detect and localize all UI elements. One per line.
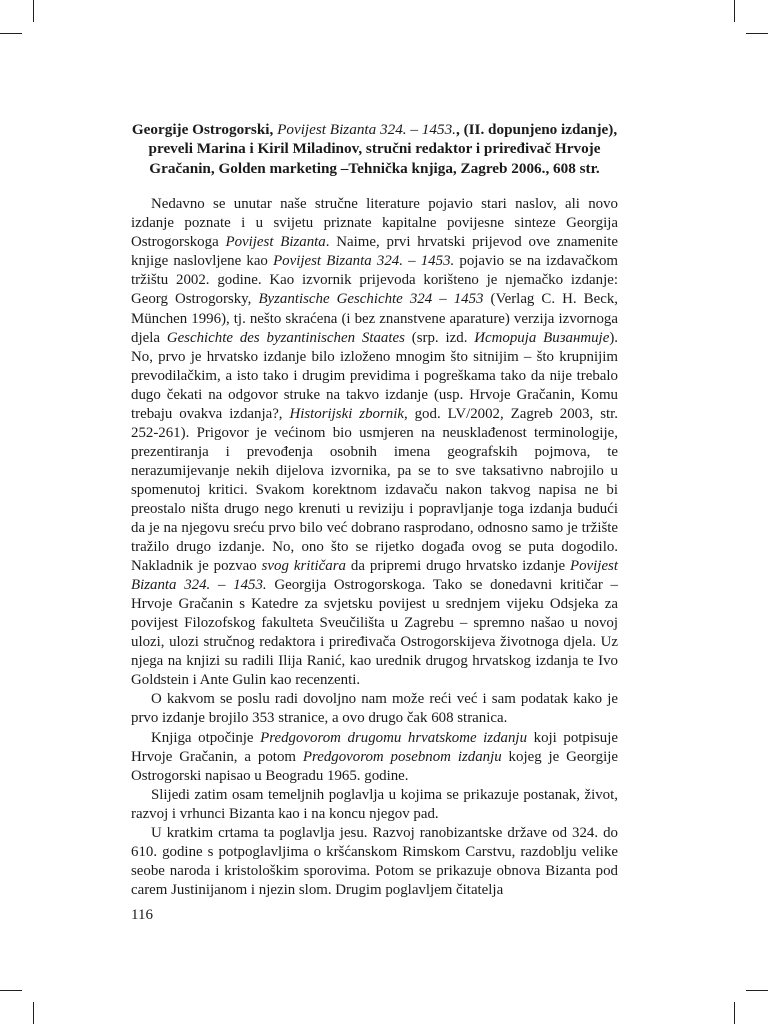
crop-mark [0,990,22,991]
paragraph: O kakvom se poslu radi dovoljno nam može reći već i sam podatak kako je prvo izdanje brojilo 353 stranice, a ovo drugo čak 608 stranica. [131,691,618,727]
crop-mark [0,33,22,34]
crop-mark [734,1002,735,1024]
review-heading: Georgije Ostrogorski, Povijest Bizanta 324. – 1453., (II. dopunjeno izdanje), preveli Marina i Kiril Miladinov, stručni redaktor i priređivač Hrvoje Gračanin, Golden marketing –Tehnička knjiga, Zagreb 2006., 608 str. [131,121,618,177]
crop-mark [734,0,735,22]
paragraph: U kratkim crtama ta poglavlja jesu. Razvoj ranobizantske države od 324. do 610. godine s potpoglavljima o kršćanskom Rimskom Carstvu, razdoblju velike seobe naroda i kristološkim sporovima. Potom se prikazuje obnova Bizanta pod carem Justinijanom i njezin slom. Drugim poglavljem čitatelja [131,824,618,898]
review-body [131,195,618,900]
crop-mark [33,0,34,22]
paragraph: Slijedi zatim osam temeljnih poglavlja u kojima se prikazuje postanak, život, razvoj i vrhunci Bizanta kao i na koncu njegov pad. [131,786,618,822]
crop-mark [746,33,768,34]
paragraph: Nedavno se unutar naše stručne literature pojavio stari naslov, ali novo izdanje poznate i u svijetu priznate kapitalne povijesne sinteze Georgija Ostrogorskoga Povijest Bizanta. Naime, prvi hrvatski prijevod ove znamenite knjige naslovljene kao Povijest Bizanta 324. – 1453. pojavio se na izdavačkom tržištu 2002. godine. Kao izvornik prijevoda korišteno je njemačko izdanje: Georg Ostrogorsky, Byzantische Geschichte 324 – 1453 (Verlag C. H. Beck, München 1996), tj. nešto skraćena (i bez znanstvene aparature) verzija izvornoga djela Geschichte des byzantinischen Staates (srp. izd. Историја Византије). No, prvo je hrvatsko izdanje bilo izloženo mnogim što sitnijim – što krupnijim prevodilačkim, a isto tako i drugim previdima i pogreškama tako da nije trebalo dugo čekati na odgovor struke na takvo izdanje (usp. Hrvoje Gračanin, Komu trebaju ovakva izdanja?, Historijski zbornik, god. LV/2002, Zagreb 2003, str. 252-261). Prigovor je većinom bio usmjeren na neusklađenost terminologije, prezentiranja i prevođenja osobnih imena geografskih pojmova, te nerazumijevanje nekih dijelova izvornika, pa se to sve taksativno nabrojilo u spomenutoj kritici. Svakom korektnom izdavaču nakon takvog napisa ne bi preostalo ništa drugo nego krenuti u reviziju i popravljanje toga izdanja budući da je na njegovu sreću prvo bilo već dobrano rasprodano, odnosno samo je tržište tražilo drugo izdanje. No, ono što se rijetko događa ovog se puta dogodilo. Nakladnik je pozvao svog kritičara da pripremi drugo hrvatsko izdanje Povijest Bizanta 324. – 1453. Georgija Ostrogorskoga. Tako se donedavni kritičar – Hrvoje Gračanin s Katedre za svjetsku povijest u srednjem vijeku Odsjeka za povijest Filozofskog fakulteta Sveučilišta u Zagrebu – spremno našao u novoj ulozi, ulozi stručnog redaktora i priređivača Ostrogorskijeva životnoga djela. Uz njega na knjizi su radili Ilija Ranić, kao urednik drugog hrvatskog izdanja te Ivo Goldstein i Ante Gulin kao recenzenti. [131,196,618,689]
crop-mark [33,1002,34,1024]
review-page [131,120,618,900]
paragraph: Knjiga otpočinje Predgovorom drugomu hrvatskome izdanju koji potpisuje Hrvoje Gračanin, a potom Predgovorom posebnom izdanju kojeg je Georgije Ostrogorski napisao u Beogradu 1965. godine. [131,729,619,784]
crop-mark [746,990,768,991]
page-number: 116 [131,907,153,923]
